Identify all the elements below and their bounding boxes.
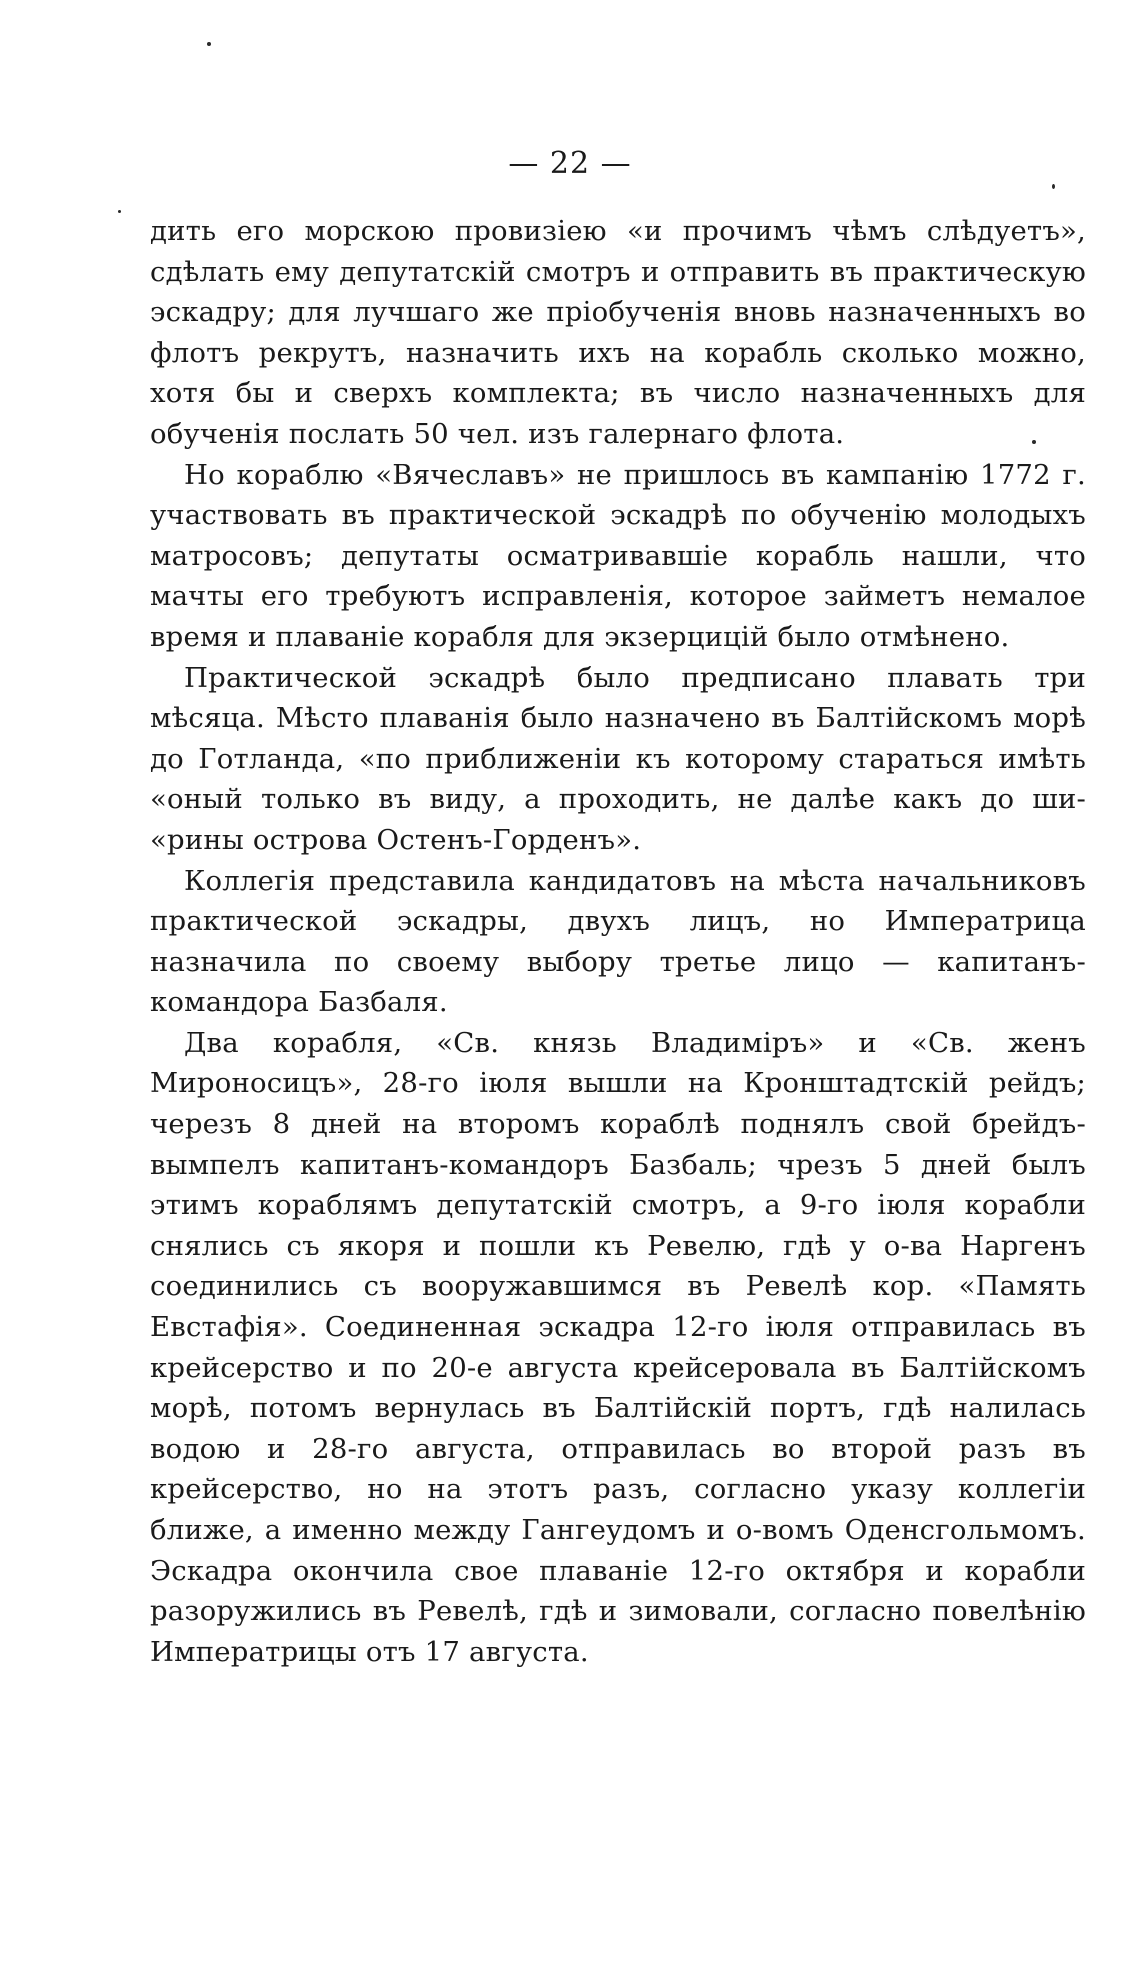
print-speck bbox=[207, 42, 211, 46]
paragraph: Коллегія представила кандидатовъ на мѣста начальниковъ практической эскадры, двухъ лицъ, но Императрица назначила по своему выбору третье лицо — капитанъ-командора Базбаля. bbox=[150, 864, 1086, 1019]
body-text bbox=[150, 211, 1086, 1672]
paragraph: Практической эскадрѣ было предписано плавать три мѣсяца. Мѣсто плаванія было назначено въ Балтійскомъ морѣ до Готланда, «по приближеніи къ которому стараться имѣть «оный только въ виду, а проходить, не далѣе какъ до ши- «рины острова Остенъ-Горденъ». bbox=[150, 661, 1086, 856]
print-speck bbox=[1052, 184, 1055, 189]
print-speck bbox=[118, 210, 121, 213]
paragraph: Но кораблю «Вячеславъ» не пришлось въ кампанію 1772 г. участвовать въ практической эскадрѣ по обученію молодыхъ матросовъ; депутаты осматривавшіе корабль нашли, что мачты его требуютъ исправленія, которое займетъ немалое время и плаваніе корабля для экзерцицій было отмѣнено. bbox=[150, 458, 1086, 653]
paragraph: Два корабля, «Св. князь Владиміръ» и «Св. женъ Мироносицъ», 28-го іюля вышли на Кронштадтскій рейдъ; черезъ 8 дней на второмъ кораблѣ поднялъ свой брейдъ-вымпелъ капитанъ-командоръ Базбаль; чрезъ 5 дней былъ этимъ кораблямъ депутатскій смотръ, а 9-го іюля корабли снялись съ якоря и пошли къ Ревелю, гдѣ у о-ва Наргенъ соединились съ вооружавшимся въ Ревелѣ кор. «Память Евстафія». Соединенная эскадра 12-го іюля отправилась въ крейсерство и по 20-е августа крейсеровала въ Балтійскомъ морѣ, потомъ вернулась въ Балтійскій портъ, гдѣ налилась водою и 28-го августа, отправилась во второй разъ въ крейсерство, но на этотъ разъ, согласно указу коллегіи ближе, а именно между Гангеудомъ и о-вомъ Оденсгольмомъ. Эскадра окончила свое плаваніе 12-го октября и корабли разоружились въ Ревелѣ, гдѣ и зимовали, согласно повелѣнію Императрицы отъ 17 августа. bbox=[150, 1026, 1086, 1668]
page-number: — 22 — bbox=[508, 146, 632, 181]
paragraph: дить его морскою провизіею «и прочимъ чѣмъ слѣдуетъ», сдѣлать ему депутатскій смотръ и отправить въ практическую эскадру; для лучшаго же пріобученія вновь назначенныхъ во флотъ рекрутъ, назначить ихъ на корабль сколько можно, хотя бы и сверхъ комплекта; въ число назначенныхъ для обученія послать 50 чел. изъ галернаго флота. bbox=[150, 215, 1086, 450]
